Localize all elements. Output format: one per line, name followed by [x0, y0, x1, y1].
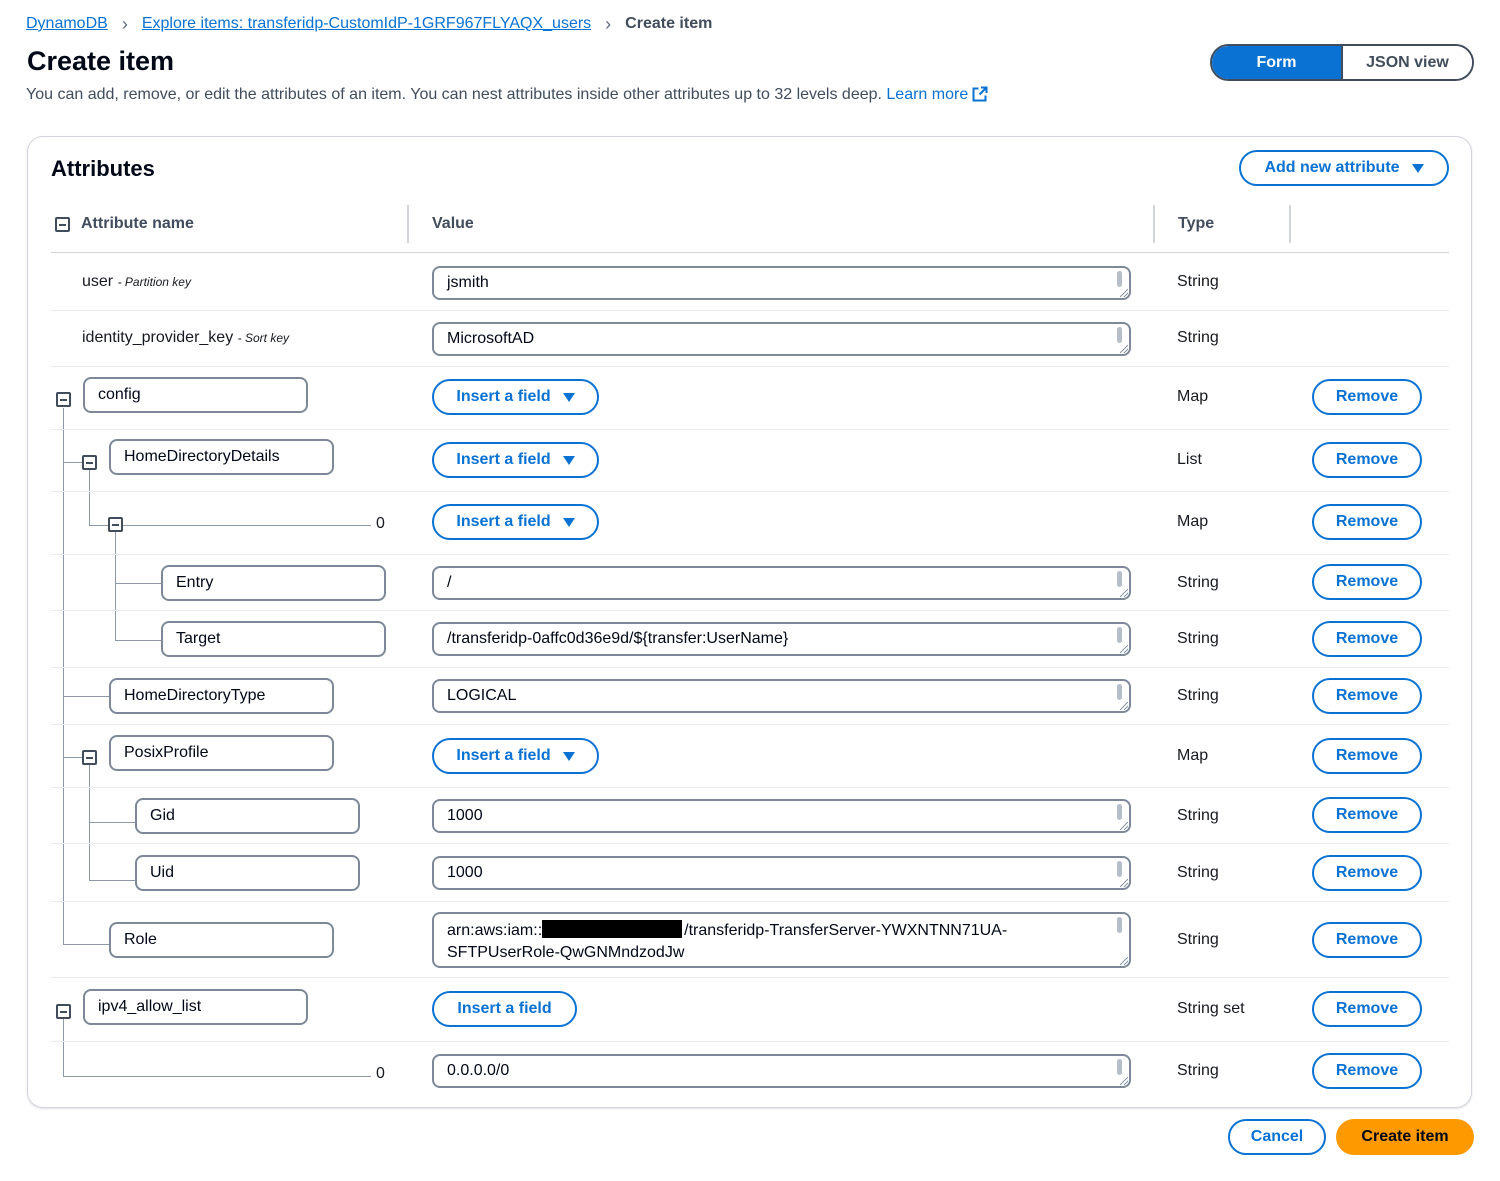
collapse-posix-profile-icon[interactable]	[82, 750, 97, 765]
row-divider	[51, 366, 1449, 367]
tree-line	[63, 890, 64, 945]
column-divider[interactable]	[1289, 205, 1291, 243]
tree-line	[89, 765, 90, 881]
row-divider	[51, 787, 1449, 788]
value-entry: /	[447, 574, 452, 591]
row-divider	[51, 843, 1449, 844]
resize-handle-icon[interactable]	[1120, 645, 1128, 653]
collapse-ipv4-allow-list-icon[interactable]	[56, 1004, 71, 1019]
learn-more-link[interactable]	[886, 86, 988, 103]
type-role: String	[1177, 931, 1219, 948]
json-view-button[interactable]: JSON view	[1341, 46, 1472, 79]
list-index: 0	[376, 515, 385, 532]
page-title: Create item	[27, 46, 175, 76]
set-index: 0	[376, 1065, 385, 1082]
remove-button-gid[interactable]: Remove	[1312, 797, 1422, 833]
caret-down-icon	[563, 518, 575, 527]
tree-line	[63, 462, 83, 463]
remove-button-posix-profile[interactable]: Remove	[1312, 738, 1422, 774]
row-divider	[51, 1041, 1449, 1042]
attribute-name-input-config[interactable]: config	[83, 377, 308, 413]
type-uid: String	[1177, 864, 1219, 881]
learn-more-label: Learn more	[886, 86, 969, 103]
row-divider	[51, 667, 1449, 668]
tree-line	[115, 532, 116, 640]
collapse-all-icon[interactable]	[55, 217, 70, 232]
sort-key-value: MicrosoftAD	[447, 330, 535, 347]
remove-button-home-directory-type[interactable]: Remove	[1312, 678, 1422, 714]
sort-key-type: String	[1177, 329, 1219, 346]
resize-handle-icon[interactable]	[1120, 289, 1128, 297]
remove-button-role[interactable]: Remove	[1312, 922, 1422, 958]
tree-line	[63, 1076, 371, 1077]
resize-handle-icon[interactable]	[1120, 879, 1128, 887]
chevron-right-icon: ›	[605, 13, 612, 34]
column-header-attribute-name: Attribute name	[81, 215, 194, 232]
partition-key-name: user	[82, 273, 114, 290]
page-description-text: You can add, remove, or edit the attributes of an item. You can nest attributes inside other attributes up to 32 levels deep.	[26, 86, 882, 103]
partition-key-label	[82, 273, 191, 291]
attribute-name-input-home-directory-type[interactable]: HomeDirectoryType	[109, 678, 334, 714]
tree-line	[115, 583, 161, 584]
column-header-value: Value	[432, 215, 474, 232]
value-input-role[interactable]	[432, 912, 1131, 968]
attributes-title: Attributes	[51, 156, 155, 181]
attribute-name-input-gid[interactable]: Gid	[135, 798, 360, 834]
resize-handle-icon[interactable]	[1120, 589, 1128, 597]
type-home-directory-type: String	[1177, 687, 1219, 704]
sort-key-suffix: - Sort key	[237, 331, 290, 345]
column-header-type: Type	[1178, 215, 1215, 232]
cancel-button[interactable]: Cancel	[1228, 1119, 1326, 1155]
tree-line	[123, 525, 371, 526]
row-divider	[51, 610, 1449, 611]
value-role-line1-suffix: /transferidp-TransferServer-YWXNTNN71UA-	[684, 922, 1008, 939]
attribute-name-input-posix-profile[interactable]: PosixProfile	[109, 735, 334, 771]
attribute-name-input-ipv4-allow-list[interactable]: ipv4_allow_list	[83, 989, 308, 1025]
attribute-name-input-home-directory-details[interactable]: HomeDirectoryDetails	[109, 439, 334, 475]
external-link-icon	[972, 86, 988, 102]
header-divider	[51, 252, 1449, 253]
value-role	[447, 920, 1007, 964]
type-list-item: Map	[1177, 513, 1209, 530]
value-uid: 1000	[447, 864, 483, 881]
value-input-set-item[interactable]	[432, 1054, 1131, 1088]
insert-field-button-home-directory-details[interactable]	[432, 442, 599, 478]
type-posix-profile: Map	[1177, 747, 1209, 764]
type-entry: String	[1177, 574, 1219, 591]
tree-line	[63, 408, 64, 893]
resize-handle-icon[interactable]	[1120, 1077, 1128, 1085]
collapse-config-icon[interactable]	[56, 392, 71, 407]
create-item-button[interactable]: Create item	[1336, 1119, 1474, 1155]
caret-down-icon	[1412, 164, 1424, 173]
value-set-item: 0.0.0.0/0	[447, 1062, 510, 1079]
view-toggle	[1210, 44, 1474, 81]
partition-key-value-input[interactable]	[432, 266, 1131, 300]
tree-line	[89, 470, 90, 526]
chevron-right-icon: ›	[121, 13, 128, 34]
tree-line	[63, 944, 109, 945]
remove-button-config[interactable]: Remove	[1312, 379, 1422, 415]
attribute-name-input-uid[interactable]: Uid	[135, 855, 360, 891]
column-divider[interactable]	[407, 205, 409, 243]
sort-key-label	[82, 329, 289, 347]
breadcrumb	[26, 13, 712, 35]
caret-down-icon	[563, 752, 575, 761]
value-gid: 1000	[447, 807, 483, 824]
insert-field-label: Insert a field	[456, 388, 551, 405]
tree-line	[89, 525, 109, 526]
attribute-name-input-role[interactable]: Role	[109, 922, 334, 958]
value-input-uid[interactable]	[432, 856, 1131, 890]
value-home-directory-type: LOGICAL	[447, 687, 517, 704]
tree-line	[63, 757, 83, 758]
breadcrumb-explore-items-link[interactable]: Explore items: transferidp-CustomIdP-1GRF967FLYAQX_users	[141, 15, 592, 32]
row-divider	[51, 429, 1449, 430]
attribute-name-input-target[interactable]: Target	[161, 621, 386, 657]
type-target: String	[1177, 630, 1219, 647]
remove-button-home-directory-details[interactable]: Remove	[1312, 442, 1422, 478]
insert-field-button-config[interactable]	[432, 379, 599, 415]
partition-key-type: String	[1177, 273, 1219, 290]
type-home-directory-details: List	[1177, 451, 1202, 468]
caret-down-icon	[563, 393, 575, 402]
type-gid: String	[1177, 807, 1219, 824]
tree-line	[89, 822, 135, 823]
partition-key-suffix: - Partition key	[117, 275, 191, 289]
tree-line	[89, 880, 135, 881]
insert-field-label: Insert a field	[456, 513, 551, 530]
breadcrumb-current: Create item	[625, 15, 713, 32]
value-role-line2: SFTPUserRole-QwGNMndzodJw	[447, 944, 685, 961]
resize-handle-icon[interactable]	[1120, 822, 1128, 830]
tree-line	[63, 696, 109, 697]
row-divider	[51, 724, 1449, 725]
redacted-account-id	[542, 920, 682, 938]
insert-field-button-ipv4-allow-list[interactable]: Insert a field	[432, 991, 577, 1027]
type-config: Map	[1177, 388, 1209, 405]
sort-key-name: identity_provider_key	[82, 329, 234, 346]
insert-field-button-posix-profile[interactable]	[432, 738, 599, 774]
collapse-list-item-icon[interactable]	[108, 517, 123, 532]
add-new-attribute-button[interactable]	[1239, 150, 1449, 186]
resize-handle-icon[interactable]	[1120, 345, 1128, 353]
resize-handle-icon[interactable]	[1120, 957, 1128, 965]
remove-button-ipv4-allow-list[interactable]: Remove	[1312, 991, 1422, 1027]
add-new-attribute-label: Add new attribute	[1264, 159, 1400, 176]
type-set-item: String	[1177, 1062, 1219, 1079]
sort-key-value-input[interactable]	[432, 322, 1131, 356]
caret-down-icon	[563, 456, 575, 465]
type-ipv4-allow-list: String set	[1177, 1000, 1245, 1017]
tree-line	[115, 640, 161, 641]
insert-field-label: Insert a field	[456, 451, 551, 468]
resize-handle-icon[interactable]	[1120, 702, 1128, 710]
value-input-gid[interactable]	[432, 799, 1131, 833]
attribute-name-input-entry[interactable]: Entry	[161, 565, 386, 601]
row-divider	[51, 901, 1449, 902]
remove-button-entry[interactable]: Remove	[1312, 564, 1422, 600]
breadcrumb-dynamodb-link[interactable]: DynamoDB	[26, 15, 108, 32]
tree-line	[63, 1019, 64, 1076]
row-divider	[51, 491, 1449, 492]
value-target: /transferidp-0affc0d36e9d/${transfer:UserName}	[447, 630, 789, 647]
row-divider	[51, 554, 1449, 555]
form-view-button[interactable]: Form	[1212, 46, 1341, 79]
value-input-home-directory-type[interactable]	[432, 679, 1131, 713]
remove-button-uid[interactable]: Remove	[1312, 855, 1422, 891]
page-description	[26, 86, 988, 104]
remove-button-list-item[interactable]: Remove	[1312, 504, 1422, 540]
value-input-entry[interactable]	[432, 566, 1131, 600]
insert-field-label: Insert a field	[456, 747, 551, 764]
value-role-prefix: arn:aws:iam::	[447, 922, 543, 939]
insert-field-button-list-item[interactable]	[432, 504, 599, 540]
remove-button-target[interactable]: Remove	[1312, 621, 1422, 657]
partition-key-value: jsmith	[447, 274, 489, 291]
remove-button-set-item[interactable]: Remove	[1312, 1053, 1422, 1089]
row-divider	[51, 977, 1449, 978]
collapse-home-directory-details-icon[interactable]	[82, 455, 97, 470]
value-input-target[interactable]	[432, 622, 1131, 656]
row-divider	[51, 310, 1449, 311]
column-divider[interactable]	[1153, 205, 1155, 243]
